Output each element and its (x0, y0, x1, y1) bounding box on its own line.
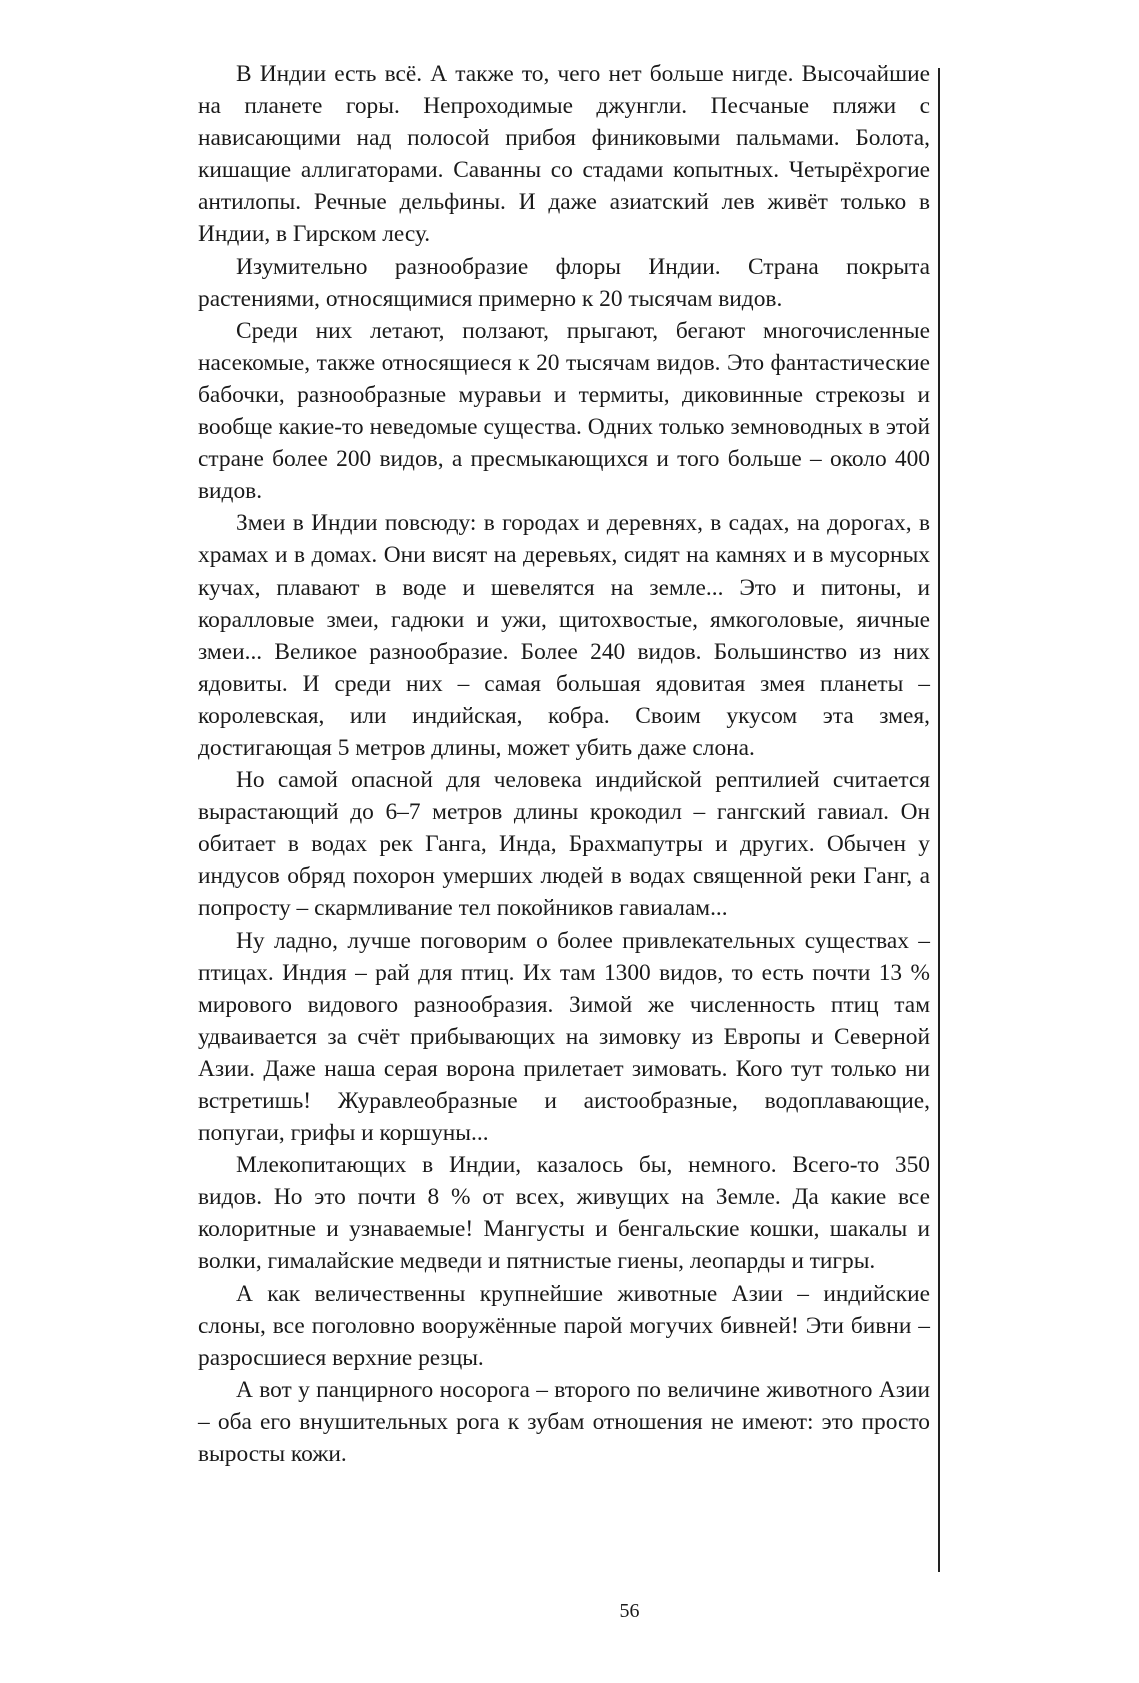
paragraph: Млекопитающих в Индии, казалось бы, немного. Всего-то 350 видов. Но это почти 8 % от всех, живущих на Земле. Да какие все колоритные и узнаваемые! Мангусты и бенгальские кошки, шакалы и волки, гималайские медведи и пятнистые гиены, леопарды и тигры. (198, 1152, 930, 1275)
paragraph: Но самой опасной для человека индийской рептилией считается вырастающий до 6–7 метров длины крокодил – гангский гавиал. Он обитает в водах рек Ганга, Инда, Брахмапутры и других. Обычен у индусов обряд похорон умерших людей в водах священной реки Ганг, а попросту – скармливание тел покойников гавиалам... (198, 767, 930, 922)
paragraph: Среди них летают, ползают, прыгают, бегают многочисленные насекомые, также относящиеся к 20 тысячам видов. Это фантастические бабочки, разнообразные муравьи и термиты, диковинные стрекозы и вообще какие-то неведомые существа. Одних только земноводных в этой стране более 200 видов, а пресмыкающихся и того больше – около 400 видов. (198, 317, 930, 505)
body-text (198, 58, 930, 1470)
paragraph: Изумительно разнообразие флоры Индии. Страна покрыта растениями, относящимися примерно к 20 тысячам видов. (198, 253, 930, 312)
paragraph: В Индии есть всё. А также то, чего нет больше нигде. Высочайшие на планете горы. Непроходимые джунгли. Песчаные пляжи с нависающими над полосой прибоя финиковыми пальмами. Болота, кишащие аллигаторами. Саванны со стадами копытных. Четырёхрогие антилопы. Речные дельфины. И даже азиатский лев живёт только в Индии, в Гирском лесу. (198, 61, 930, 248)
paragraph: Змеи в Индии повсюду: в городах и деревнях, в садах, на дорогах, в храмах и в домах. Они висят на деревьях, сидят на камнях и в мусорных кучах, плавают в воде и шевелятся на земле... Это и питоны, и коралловые змеи, гадюки и ужи, щитохвостые, ямкоголовые, яичные змеи... Великое разнообразие. Более 240 видов. Большинство из них ядовиты. И среди них – самая большая ядовитая змея планеты – королевская, или индийская, кобра. Своим укусом эта змея, достигающая 5 метров длины, может убить даже слона. (198, 510, 930, 761)
margin-rule-line (938, 68, 940, 1572)
paragraph: Ну ладно, лучше поговорим о более привлекательных существах – птицах. Индия – рай для птиц. Их там 1300 видов, то есть почти 13 % мирового видового разнообразия. Зимой же численность птиц там удваивается за счёт прибывающих на зимовку из Европы и Северной Азии. Даже наша серая ворона прилетает зимовать. Кого тут только ни встретишь! Журавлеобразные и аистообразные, водоплавающие, попугаи, грифы и коршуны... (198, 927, 930, 1147)
paragraph: А как величественны крупнейшие животные Азии – индийские слоны, все поголовно вооружённые парой могучих бивней! Эти бивни – разросшиеся верхние резцы. (198, 1280, 930, 1371)
page-number: 56 (619, 1600, 640, 1622)
paragraph: А вот у панцирного носорога – второго по величине животного Азии – оба его внушительных рога к зубам отношения не имеют: это просто выросты кожи. (198, 1376, 930, 1468)
